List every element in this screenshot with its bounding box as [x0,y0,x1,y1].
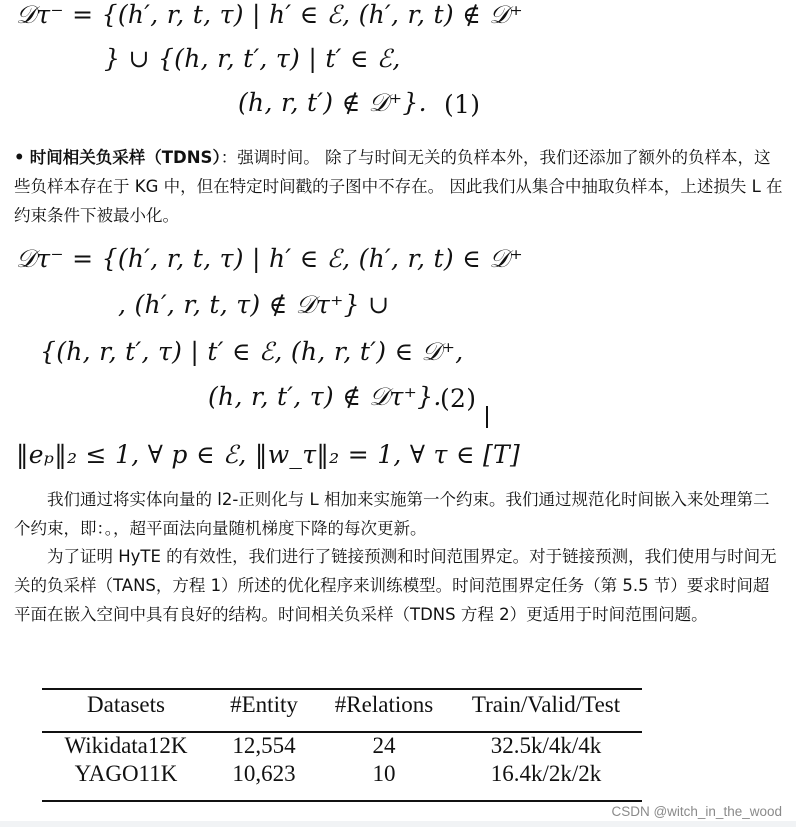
bullet-title: 时间相关负采样（TDNS） [29,148,221,167]
bullet-body: ：强调时间。 除了与时间无关的负样本外，我们还添加了额外的负样本，这些负样本存在于 KG 中，但在特定时间戳的子图中不存在。 因此我们从集合中抽取负样本，上述损失 L 在约束条件下被最小化。 [14,148,783,225]
eq1-line2: } ∪ {(h, r, t′, τ) | t′ ∈ ℰ, [104,44,401,73]
eq2-line4: (h, r, t′, τ) ∉ 𝒟τ⁺}. [208,382,442,411]
cell-split: 32.5k/4k/4k [490,733,602,758]
header-datasets: Datasets [87,692,165,717]
tdns-bullet [14,143,784,230]
header-relations: #Relations [334,692,434,717]
cell-entity: 12,554 [232,733,296,758]
paragraph-2: 为了证明 HyTE 的有效性，我们进行了链接预测和时间范围界定。对于链接预测，我们使用与时间无关的负采样（TANS，方程 1）所述的优化程序来训练模型。时间范围界定任务（第 5.5 节）要求时间超平面在嵌入空间中具有良好的结构。时间相关负采样（TDNS 方程 2）更适用于时间范围问题。 [14,547,777,624]
header-split: Train/Valid/Test [471,692,621,717]
table-row [42,724,642,760]
eq2-line1: 𝒟τ⁻ = {(h′, r, t, τ) | h′ ∈ ℰ, (h′, r, t) ∈ 𝒟⁺ [16,244,523,273]
cell-entity: 10,623 [232,761,296,786]
constraint-line: ‖eₚ‖₂ ≤ 1, ∀ p ∈ ℰ, ‖w_τ‖₂ = 1, ∀ τ ∈ [T] [16,440,521,469]
cell-split: 16.4k/2k/2k [490,761,602,786]
paragraph-1: 我们通过将实体向量的 l2-正则化与 L 相加来实施第一个约束。我们通过规范化时间嵌入来处理第二个约束，即：。，超平面法向量随机梯度下降的每次更新。 [14,490,770,538]
bottom-bar [0,821,796,827]
csdn-watermark: CSDN @witch_in_the_wood [611,804,782,819]
cell-dataset: Wikidata12K [64,733,188,758]
datasets-table [42,690,642,788]
eq1-line3: (h, r, t′) ∉ 𝒟⁺}. [238,88,427,117]
eq2-line2: , (h′, r, t, τ) ∉ 𝒟τ⁺} ∪ [118,290,390,319]
text-cursor [486,406,488,428]
header-entity: #Entity [230,692,298,717]
eq1-number: (1) [444,90,481,119]
bullet-marker: • [14,148,25,167]
cell-relations: 10 [372,761,396,786]
eq2-line3: {(h, r, t′, τ) | t′ ∈ ℰ, (h, r, t′) ∈ 𝒟⁺, [40,337,464,366]
table-row [42,760,642,788]
table-bottom-rule [42,800,642,802]
table-header-row [42,690,642,724]
eq1-line1: 𝒟τ⁻ = {(h′, r, t, τ) | h′ ∈ ℰ, (h′, r, t) ∉ 𝒟⁺ [16,0,523,29]
cell-dataset: YAGO11K [74,761,178,786]
eq2-number: (2) [440,384,477,413]
cell-relations: 24 [372,733,396,758]
